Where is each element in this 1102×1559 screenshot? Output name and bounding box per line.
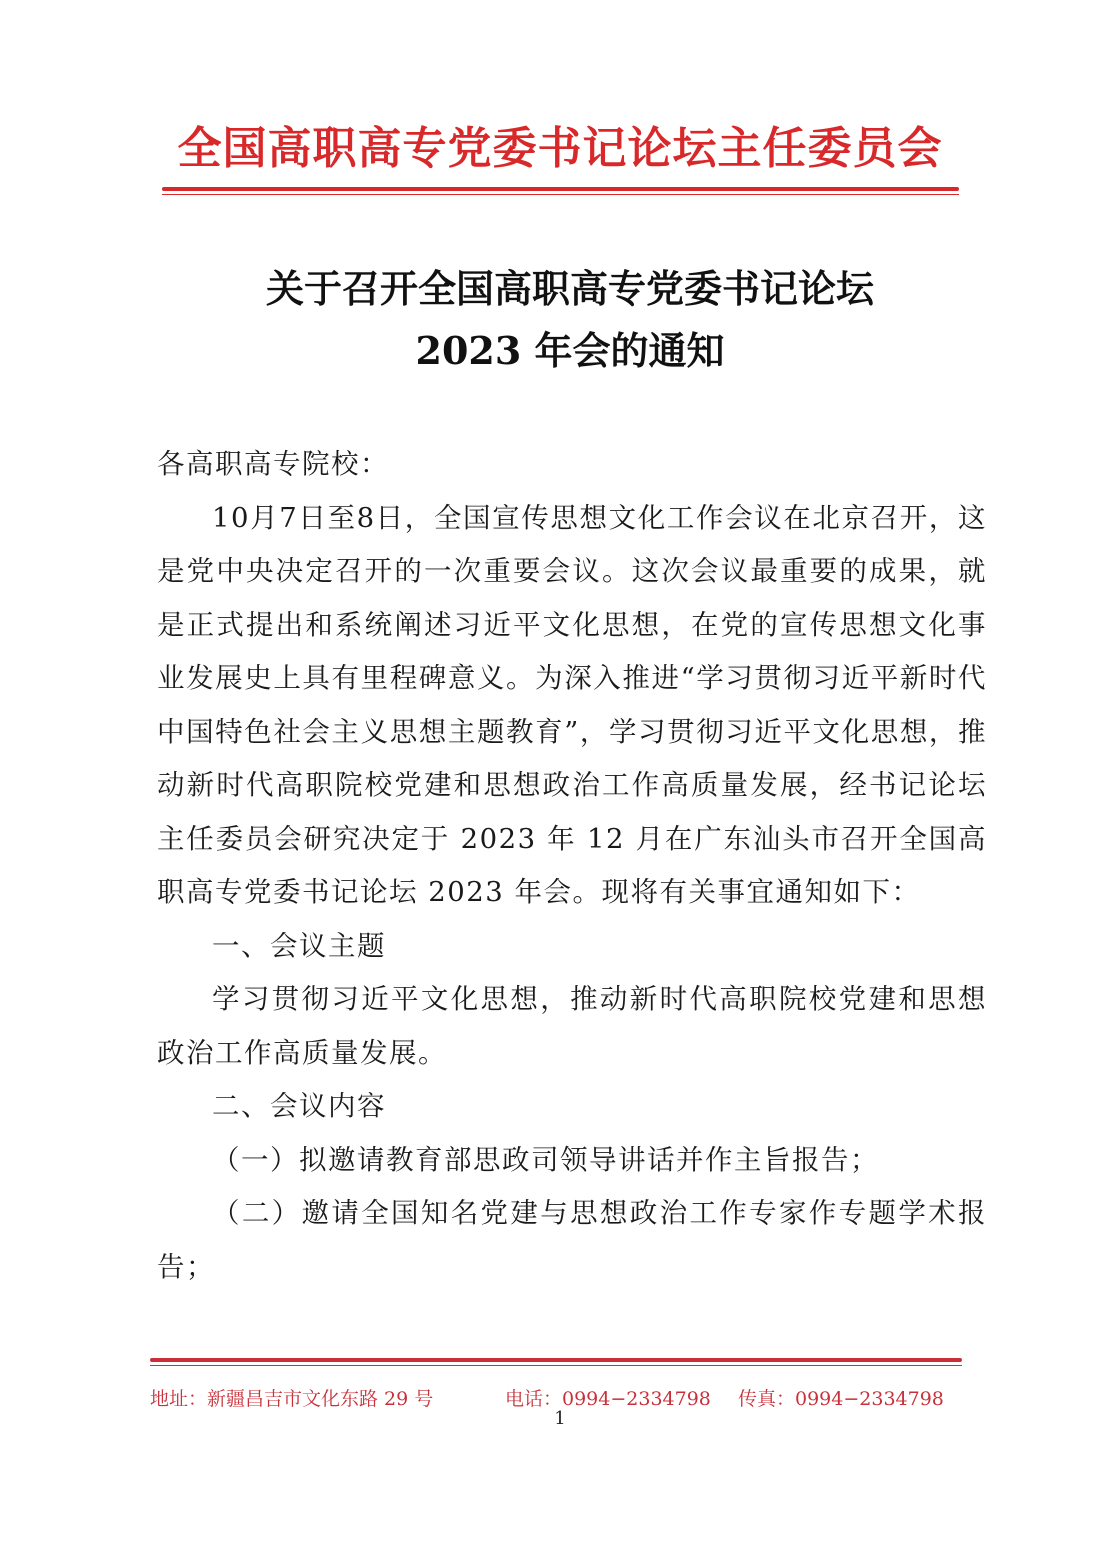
section-2-item-2: （二）邀请全国知名党建与思想政治工作专家作专题学术报告； xyxy=(157,1197,987,1283)
section-2-heading: 二、会议内容 xyxy=(212,1090,386,1122)
document-title xyxy=(140,258,1000,382)
footer-phone: 电话：0994−2334798 xyxy=(505,1388,711,1410)
footer-red-rule-thin xyxy=(150,1365,962,1366)
title-line-1: 关于召开全国高职高专党委书记论坛 xyxy=(265,266,874,311)
letterhead-red-rule-thin xyxy=(162,194,959,195)
footer-address: 地址：新疆昌吉市文化东路 29 号 xyxy=(150,1388,434,1410)
salutation: 各高职高专院校： xyxy=(157,448,389,480)
title-line-2: 2023 年会的通知 xyxy=(415,328,725,373)
intro-paragraph: 10月7日至8日，全国宣传思想文化工作会议在北京召开，这是党中央决定召开的一次重要会议。这次会议最重要的成果，就是正式提出和系统阐述习近平文化思想，在党的宣传思想文化事业发展史上具有里程碑意义。为深入推进“学习贯彻习近平新时代中国特色社会主义思想主题教育”，学习贯彻习近平文化思想，推动新时代高职院校党建和思想政治工作高质量发展，经书记论坛主任委员会研究决定于 2023 年 12 月在广东汕头市召开全国高职高专党委书记论坛 2023 年会。现将有关事宜通知如下： xyxy=(157,501,987,908)
section-1-text: 学习贯彻习近平文化思想，推动新时代高职院校党建和思想政治工作高质量发展。 xyxy=(157,983,987,1069)
footer-fax: 传真：0994−2334798 xyxy=(738,1388,944,1410)
letterhead-red-rule xyxy=(162,187,959,191)
section-2-item-1: （一）拟邀请教育部思政司领导讲话并作主旨报告； xyxy=(212,1143,879,1176)
document-body xyxy=(157,438,987,1294)
section-1-heading: 一、会议主题 xyxy=(212,929,386,962)
footer-red-rule xyxy=(150,1358,962,1362)
page-number: 1 xyxy=(554,1408,566,1429)
letterhead-organization-name: 全国高职高专党委书记论坛主任委员会 xyxy=(177,123,943,174)
